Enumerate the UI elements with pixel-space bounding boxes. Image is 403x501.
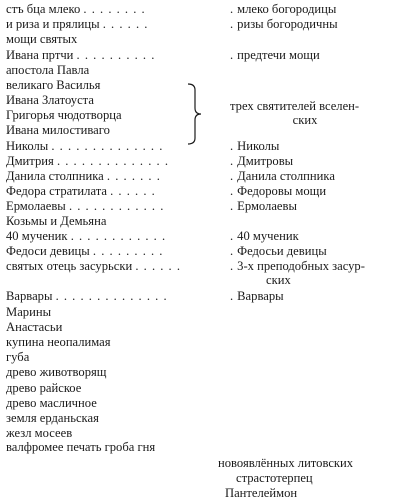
footer-line2: страстотерпец — [236, 471, 313, 485]
curly-brace — [185, 82, 203, 146]
row-left-text: Анастасьи — [6, 320, 63, 334]
footer-line3: Пантелеймон — [225, 486, 298, 500]
brace-icon — [185, 82, 203, 146]
row-right-text: . 3-х преподобных засур- — [230, 259, 365, 273]
list-row — [6, 244, 400, 259]
group-note-line1: трех святителей вселен- — [230, 99, 360, 113]
footer-line1: новоявлённых литовских — [218, 456, 354, 470]
group-note-line2: ских — [292, 113, 318, 127]
row-left-text: Данила столпника . . . . . . . — [6, 169, 161, 183]
list-row — [6, 350, 400, 365]
row-left-text: Дмитрия . . . . . . . . . . . . . . — [6, 154, 169, 168]
list-row — [6, 289, 400, 304]
row-right-text: . 40 мученик — [230, 229, 299, 243]
list-row — [6, 78, 400, 93]
row-left-text: жезл мосеев — [6, 426, 73, 440]
row-left-text: великаго Василья — [6, 78, 101, 92]
row-right-text: . млеко богородицы — [230, 2, 337, 16]
row-right-text: . Федосьи девицы — [230, 244, 327, 258]
list-row — [6, 63, 400, 78]
row-right-text: . Николы — [230, 139, 280, 153]
row-left-text: древо масличное — [6, 396, 97, 410]
row-left-text: Григорья чюдотворца — [6, 108, 122, 122]
row-left-text: Ивана Златоуста — [6, 93, 94, 107]
footer-note — [218, 456, 400, 501]
row-left-text: Николы . . . . . . . . . . . . . . — [6, 139, 164, 153]
row-left-text: губа — [6, 350, 30, 364]
row-left-text: Ивана милостиваго — [6, 123, 110, 137]
row-right-text: . предтечи мощи — [230, 48, 320, 62]
list-row — [6, 2, 400, 17]
list-row — [6, 396, 400, 411]
row-right-text: . Федоровы мощи — [230, 184, 327, 198]
row-right-text: . Варвары — [230, 289, 284, 303]
list-row — [6, 184, 400, 199]
row-left-text: апостола Павла — [6, 63, 90, 77]
row-left-text: Федора стратилата . . . . . . — [6, 184, 156, 198]
row-left-text: Марины — [6, 305, 52, 319]
row-left-text: древо райское — [6, 381, 82, 395]
row-left-text: Федоси девицы . . . . . . . . . — [6, 244, 164, 258]
row-left-text: стъ бца млеко . . . . . . . . — [6, 2, 146, 16]
list-row — [6, 259, 400, 274]
row-left-text: Козьмы и Демьяна — [6, 214, 107, 228]
row-left-text: мощи святых — [6, 32, 78, 46]
list-row — [6, 17, 400, 32]
row-right-text: . ризы богородичны — [230, 17, 338, 31]
list-row — [6, 440, 400, 455]
list-row — [6, 169, 400, 184]
list-row — [6, 426, 400, 441]
list-row — [6, 365, 400, 380]
row-right-text: . Ермолаевы — [230, 199, 297, 213]
row-right-text: . Дмитровы — [230, 154, 294, 168]
list-row — [6, 335, 400, 350]
list-row — [6, 305, 400, 320]
row-left-text: земля ерданьская — [6, 411, 99, 425]
row-left-text: Варвары . . . . . . . . . . . . . . — [6, 289, 168, 303]
row-left-text: валфромее печать гроба гня — [6, 440, 156, 454]
list-row — [6, 48, 400, 63]
list-row — [6, 139, 400, 154]
list-row — [6, 32, 400, 47]
list-row — [6, 381, 400, 396]
list-row — [6, 273, 400, 288]
list-row — [6, 411, 400, 426]
row-left-text: 40 мученик . . . . . . . . . . . . — [6, 229, 167, 243]
row-right-continuation: ских — [266, 273, 291, 287]
row-left-text: купина неопалимая — [6, 335, 111, 349]
list-row — [6, 154, 400, 169]
list-row — [6, 199, 400, 214]
list-row — [6, 214, 400, 229]
group-note — [230, 99, 400, 127]
row-left-text: святых отець засурьски . . . . . . — [6, 259, 181, 273]
row-left-text: древо животворящ — [6, 365, 107, 379]
row-left-text: Ермолаевы . . . . . . . . . . . . — [6, 199, 165, 213]
list-row — [6, 229, 400, 244]
row-left-text: и риза и прялицы . . . . . . — [6, 17, 149, 31]
row-right-text: . Данила столпника — [230, 169, 335, 183]
row-left-text: Ивана пртчи . . . . . . . . . . — [6, 48, 156, 62]
list-row — [6, 320, 400, 335]
